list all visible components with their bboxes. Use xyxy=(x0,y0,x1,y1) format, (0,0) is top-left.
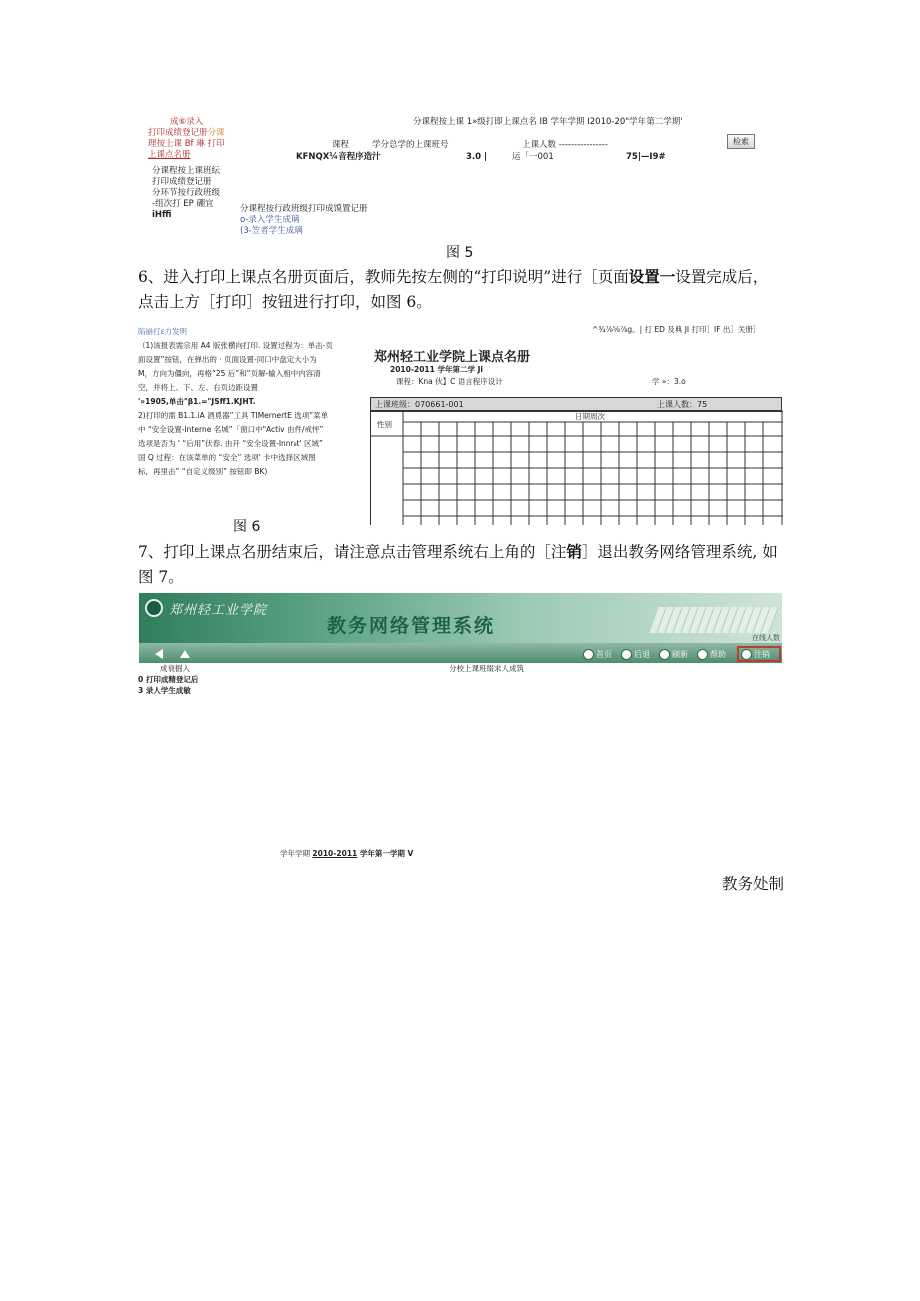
nav-refresh[interactable]: 刷新 xyxy=(659,649,688,660)
class-grade-link[interactable]: 分校上课班缀求人成筑 xyxy=(449,664,524,673)
report-title: 郑州轻工业学院上课点名册 xyxy=(374,350,531,365)
menu-misc[interactable]: iHffi xyxy=(152,210,172,220)
up-arrow-icon[interactable] xyxy=(180,650,190,658)
count-label: 上课人数：75 xyxy=(657,400,708,409)
menu-roll-call-book[interactable]: 上课点名册 xyxy=(148,150,191,160)
row-count: 75|—I9# xyxy=(626,152,666,162)
nav-home[interactable]: 首页 xyxy=(583,649,612,660)
roll-call-grid xyxy=(371,412,783,525)
help-icon xyxy=(697,649,708,660)
para7-line1: 7、打印上课点名册结束后，请注意点击管理系统右上角的［注销］退出教务网络管理系统, 如 xyxy=(138,542,778,561)
print-toolbar[interactable]: ^¾⁷⁄₈⁵⁄₈⁷⁄₈g。| 打 ED 及典 JI 打印］IF 出］关册］ xyxy=(592,325,761,334)
school-logo-icon xyxy=(145,599,163,617)
figure-6-caption: 图 6 xyxy=(233,519,261,535)
help-line: （1)该报表需宗用 A4 版张横向打印. 设置过程为：单击-页 xyxy=(138,341,333,350)
logout-highlight xyxy=(737,646,781,662)
back-icon xyxy=(621,649,632,660)
refresh-icon xyxy=(659,649,670,660)
para6-line2: 点击上方［打印］按钮进行打印，如图 6。 xyxy=(138,293,432,311)
system-title: 教务网络管理系统 xyxy=(327,615,496,637)
menu-by-class[interactable]: 分课程按上课班纭 xyxy=(152,166,221,176)
menu-group-print[interactable]: -组次打 EP 硼宜 xyxy=(152,199,214,209)
help-line: 国 Q 过程：在该菜单的 “安全” 选项' 卡中选择区域图 xyxy=(138,453,316,462)
home-icon xyxy=(583,649,594,660)
lower-title[interactable]: 分课程按行政班级打印成馍置记册 xyxy=(240,204,368,214)
para7-line2: 图 7。 xyxy=(138,568,184,586)
class-info-row xyxy=(370,397,782,411)
back-arrow-icon[interactable] xyxy=(155,649,163,659)
menu-print-register[interactable]: 打印成绩登记册 xyxy=(152,177,212,187)
help-line: 标，再里击” “自定义级別” 按钮即 BK) xyxy=(138,467,268,476)
help-line: M，方向为僵向，再格“25 后”和“页解-输入相中内容清 xyxy=(138,369,321,378)
row-class[interactable]: 运「一001 xyxy=(512,152,554,162)
class-label: 上课班级：070661-001 xyxy=(375,400,464,409)
menu-by-admin-class[interactable]: 分环节按行政班级 xyxy=(152,188,221,198)
system-banner xyxy=(139,593,782,663)
term-selector[interactable]: 学年学期 2010-2011 学年第一学期 V xyxy=(280,849,414,858)
menu-grade-entry[interactable]: 成⑥录入 xyxy=(170,117,204,127)
figure-5-caption: 图 5 xyxy=(446,245,474,261)
report-credit: 学 »：3.o xyxy=(652,377,686,386)
help-line: 面设置”按钮，在弹出的 · 页面设置-同口中盘定大小为 xyxy=(138,355,317,364)
banner-nav-bar xyxy=(139,643,782,663)
row-course: KFNQX¼音程序造汁 xyxy=(296,152,381,162)
col-count: 上课人数 ---------------- xyxy=(522,140,608,150)
lower-item-entry[interactable]: o-录入学生成璃 xyxy=(240,215,300,225)
menu-print-grade-register[interactable]: 打印成绩登记册分课 xyxy=(148,128,225,138)
col-credit: 学分总学的上课班号 xyxy=(372,140,449,150)
search-button[interactable]: 检索 xyxy=(727,134,755,149)
fig5-header: 分课程按上课 1»级打即上课点名 IB 学年学期 I2010-20"学年第二学期' xyxy=(413,117,683,127)
help-title: 陷崩打ε力发明 xyxy=(138,327,188,336)
report-course: 课程：Kna 伙】C 语言程序设计 xyxy=(396,377,503,386)
keyboard-graphic xyxy=(649,607,778,633)
grade-entry-link[interactable]: 成衰掘入 xyxy=(160,664,190,673)
report-term: 2010-2011 学年第二学 Ji xyxy=(390,365,483,374)
lower-item-view[interactable]: (3-笠者学生成璃 xyxy=(240,226,303,236)
col-date-week: 日期周次 xyxy=(575,412,605,421)
help-line: 选项是否为 ' “后用”伏春. 由开 “安全设置-Innr₈t' 区域” xyxy=(138,439,323,448)
nav-back[interactable]: 后退 xyxy=(621,649,650,660)
nav-help[interactable]: 帮助 xyxy=(697,649,726,660)
nav-logout[interactable]: 注销 xyxy=(741,649,770,660)
help-line: '»1905,单击"β1.="JSff1.KJHT. xyxy=(138,397,256,406)
col-gender: 性别 xyxy=(377,420,392,429)
school-name: 郑州轻工业学院 xyxy=(169,603,268,618)
para6-line1: 6、进入打印上课点名册页面后，教师先按左侧的“打印说明”进行［页面设置一设置完成后， xyxy=(138,267,769,286)
footer-department: 教务处制 xyxy=(722,875,785,893)
help-line: 中 “安全设置-Interne 名城”「窗口中"Activ 由件/戒怦” xyxy=(138,425,324,434)
col-course: 课程 xyxy=(332,140,350,150)
enter-grades-link[interactable]: 3 录人学生成敏 xyxy=(138,686,191,695)
online-count: 在线人数 xyxy=(752,634,780,642)
row-credit: 3.0 | xyxy=(466,152,488,162)
help-line: 空，并将上、下、左、右页边距设置 xyxy=(138,383,258,392)
menu-print-roll-call[interactable]: 理按上课 Bf 琳 打印 xyxy=(148,139,225,149)
help-line: 2)打印的需 B1.1.iA 酒覓器”工具 TIMernertE 选项”菜单 xyxy=(138,411,329,420)
print-register-link[interactable]: 0 打印成精登记后 xyxy=(138,675,199,684)
roll-call-table xyxy=(370,411,783,525)
